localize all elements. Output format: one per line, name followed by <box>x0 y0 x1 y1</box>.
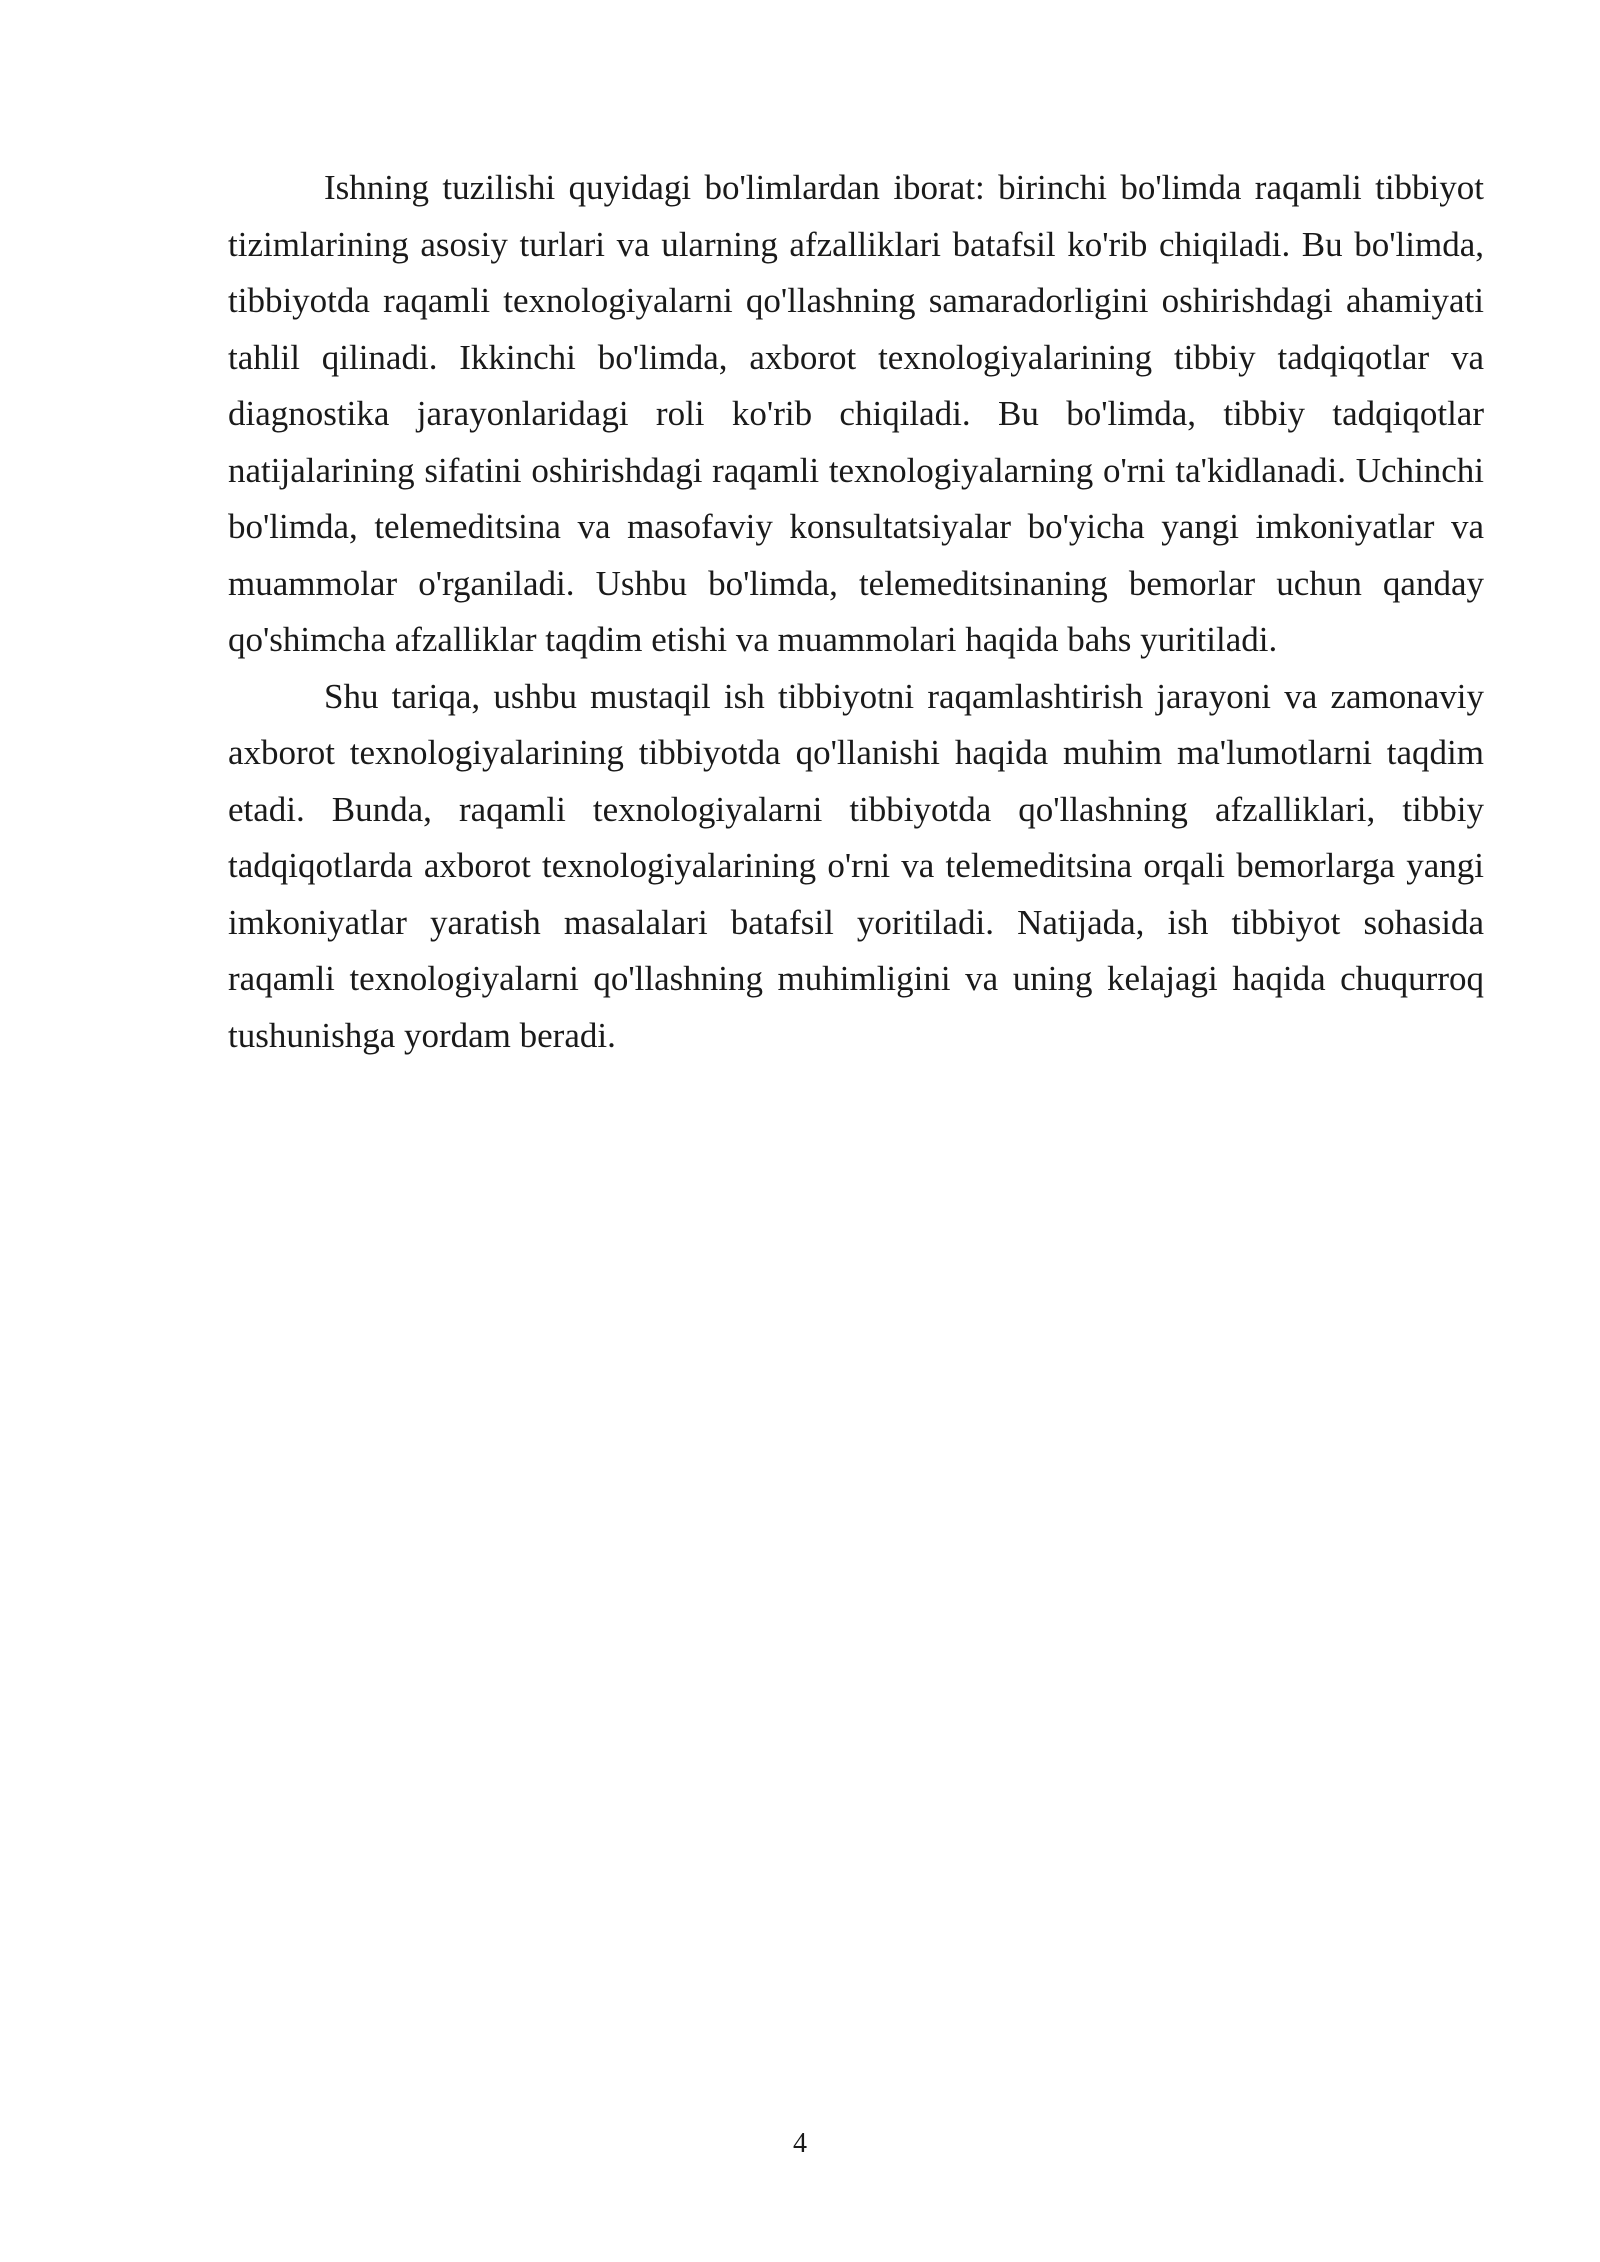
body-text <box>228 160 1484 1064</box>
paragraph-structure-overview: Ishning tuzilishi quyidagi bo'limlardan iborat: birinchi bo'limda raqamli tibbiyot tizimlarining asosiy turlari va ularning afzalliklari batafsil ko'rib chiqiladi. Bu bo'limda, tibbiyotda raqamli texnologiyalarni qo'llashning samaradorligini oshirishdagi ahamiyati tahlil qilinadi. Ikkinchi bo'limda, axborot texnologiyalarining tibbiy tadqiqotlar va diagnostika jarayonlaridagi roli ko'rib chiqiladi. Bu bo'limda, tibbiy tadqiqotlar natijalarining sifatini oshirishdagi raqamli texnologiyalarning o'rni ta'kidlanadi. Uchinchi bo'limda, telemeditsina va masofaviy konsultatsiyalar bo'yicha yangi imkoniyatlar va muammolar o'rganiladi. Ushbu bo'limda, telemeditsinaning bemorlar uchun qanday qo'shimcha afzalliklar taqdim etishi va muammolari haqida bahs yuritiladi. <box>228 168 1484 659</box>
paragraph-summary: Shu tariqa, ushbu mustaqil ish tibbiyotni raqamlashtirish jarayoni va zamonaviy axborot texnologiyalarining tibbiyotda qo'llanishi haqida muhim ma'lumotlarni taqdim etadi. Bunda, raqamli texnologiyalarni tibbiyotda qo'llashning afzalliklari, tibbiy tadqiqotlarda axborot texnologiyalarining o'rni va telemeditsina orqali bemorlarga yangi imkoniyatlar yaratish masalalari batafsil yoritiladi. Natijada, ish tibbiyot sohasida raqamli texnologiyalarni qo'llashning muhimligini va uning kelajagi haqida chuqurroq tushunishga yordam beradi. <box>228 676 1484 1055</box>
page-number: 4 <box>793 2128 807 2159</box>
